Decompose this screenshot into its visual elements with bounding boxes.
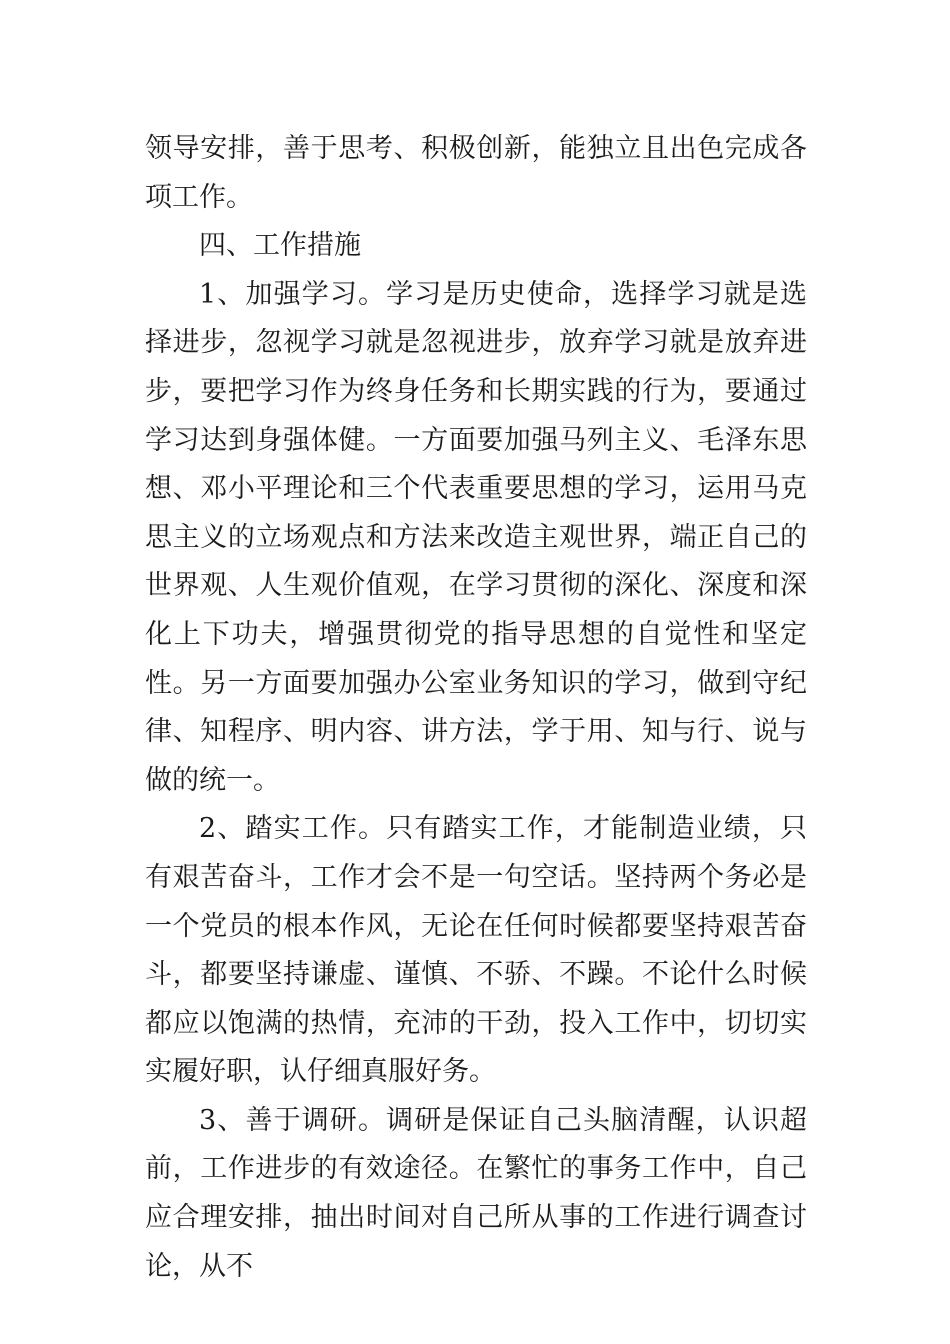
paragraph-practical-work: 2、踏实工作。只有踏实工作，才能制造业绩，只有艰苦奋斗，工作才会不是一句空话。坚持两个务必是一个党员的根本作风，无论在任何时候都要坚持艰苦奋斗，都要坚持谦虚、谨慎、不骄、不躁。不论什么时候都应以饱满的热情，充沛的干劲，投入工作中，切切实实履好职，认仔细真服好务。 — [145, 813, 807, 1088]
section-heading: 四、工作措施 — [199, 230, 361, 262]
paragraph-research: 3、善于调研。调研是保证自己头脑清醒，认识超前，工作进步的有效途径。在繁忙的事务工作中，自己应合理安排，抽出时间对自己所从事的工作进行调查讨论，从不 — [145, 1104, 807, 1282]
document-body — [145, 125, 807, 1291]
paragraph-continuation: 领导安排，善于思考、积极创新，能独立且出色完成各项工作。 — [145, 133, 807, 213]
paragraph-strengthen-learning: 1、加强学习。学习是历史使命，选择学习就是选择进步，忽视学习就是忽视进步，放弃学习就是放弃进步，要把学习作为终身任务和长期实践的行为，要通过学习达到身强体健。一方面要加强马列主义、毛泽东思想、邓小平理论和三个代表重要思想的学习，运用马克思主义的立场观点和方法来改造主观世界，端正自己的世界观、人生观价值观，在学习贯彻的深化、深度和深化上下功夫，增强贯彻党的指导思想的自觉性和坚定性。另一方面要加强办公室业务知识的学习，做到守纪律、知程序、明内容、讲方法，学于用、知与行、说与做的统一。 — [145, 278, 807, 796]
